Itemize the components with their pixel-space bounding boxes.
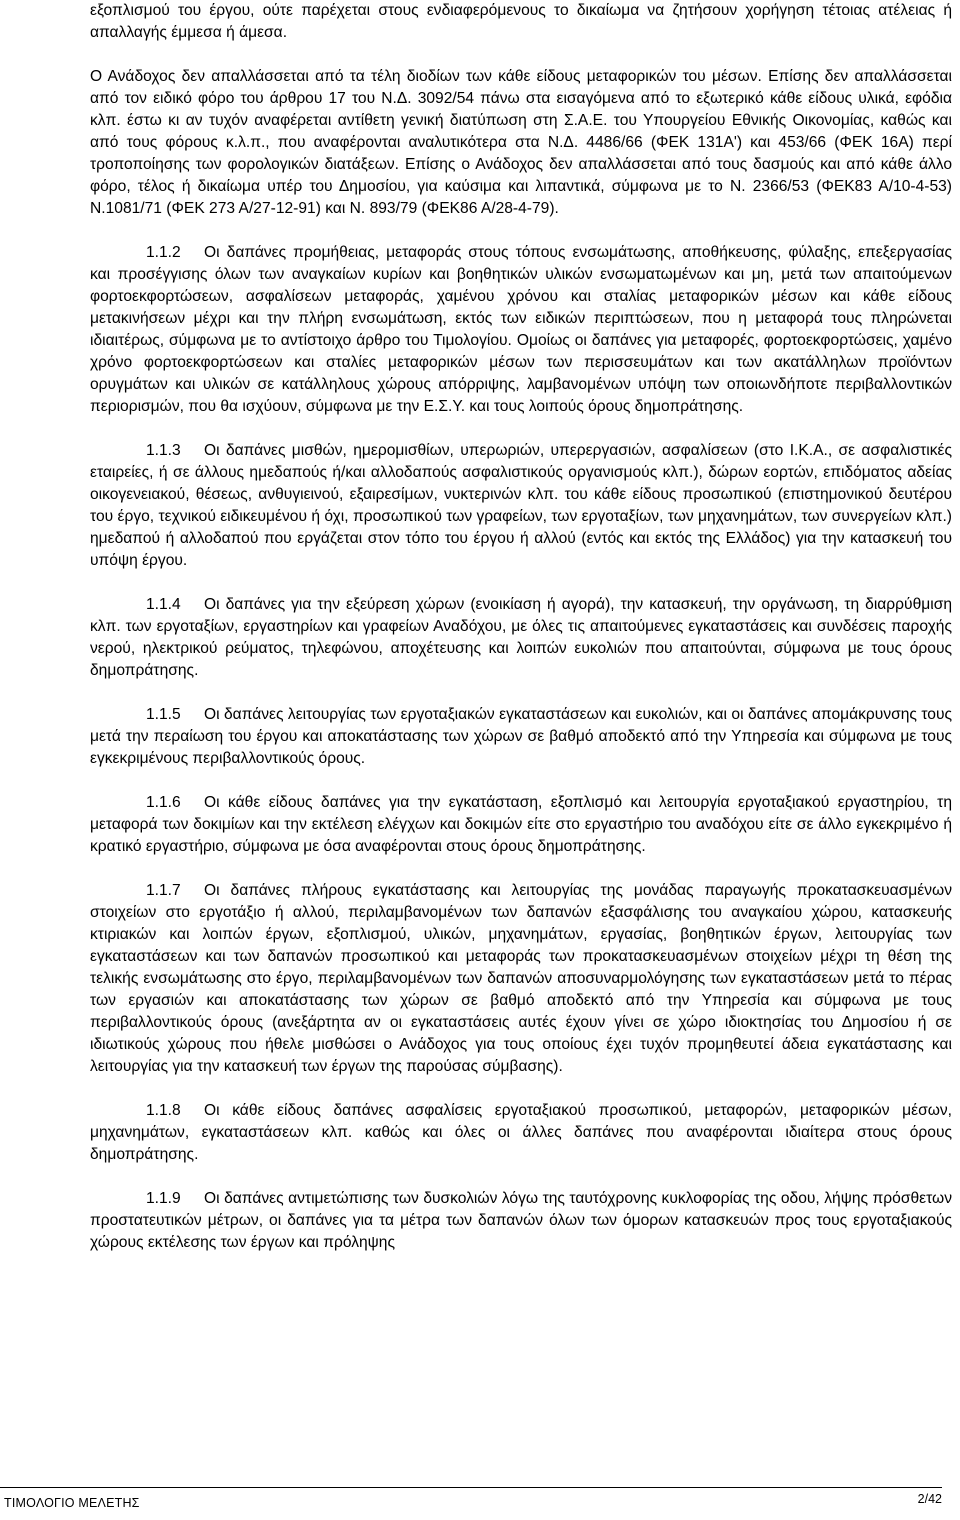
section-text: Οι δαπάνες προμήθειας, μεταφοράς στους τόπους ενσωμάτωσης, αποθήκευσης, φύλαξης, επεξεργασίας και προσέγγισης όλων των αναγκαίων κυρίων και βοηθητικών υλικών ενσωματωμένων και μη, μετά των απαιτούμενων φορτοεκφορτώσεων, ασφαλίσεων μεταφοράς, χαμένου χρόνου και σταλίας μεταφορικών μέσων και κάθε είδους μετακινήσεων μέχρι και την πλήρη ενσωμάτωση, εκτός των ειδικών περιπτώσεων, που η μεταφορά τους πληρώνεται ιδιαιτέρως, σύμφωνα με το αντίστοιχο άρθρο του Τιμολογίου. Ομοίως οι δαπάνες για μεταφορές, φορτοεκφορτώσεις, χαμένο χρόνο φορτοεκφορτώσεων και σταλίες μεταφορικών μέσων των περισσευμάτων και των ακατάλληλων προϊόντων ορυγμάτων και υλικών σε κατάλληλους χώρους απόρριψης, λαμβανομένων υπόψη των οποιωνδήποτε περιβαλλοντικών περιορισμών, που θα ισχύουν, σύμφωνα με την Ε.Σ.Υ. και τους λοιπούς όρους δημοπράτησης. (90, 244, 952, 415)
section-text: Οι κάθε είδους δαπάνες ασφαλίσεις εργοταξιακού προσωπικού, μεταφορών, μεταφορικών μέσων, μηχανημάτων, εγκαταστάσεων κλπ. καθώς και όλες οι άλλες δαπάνες που αναφέρονται ιδιαίτερα στους όρους δημοπράτησης. (90, 1102, 952, 1163)
section-number: 1.1.4 (146, 596, 181, 613)
section-paragraph (90, 1100, 952, 1166)
section-text: Οι δαπάνες αντιμετώπισης των δυσκολιών λόγω της ταυτόχρονης κυκλοφορίας της οδου, λήψης πρόσθετων προστατευτικών μέτρων, οι δαπάνες για τα μέτρα των δαπανών όλων των όμορων κατασκευών προς τους εργοταξιακούς χώρους εκτέλεσης των έργων και πρόληψης (90, 1190, 952, 1251)
footer-title: ΤΙΜΟΛΟΓΙΟ ΜΕΛΕΤΗΣ (4, 1496, 140, 1510)
section-text: Οι δαπάνες πλήρους εγκατάστασης και λειτουργίας της μονάδας παραγωγής προκατασκευασμένων στοιχείων στο εργοτάξιο ή αλλού, περιλαμβανομένων των δαπανών εξασφάλισης του αναγκαίου χώρου, κατασκευής κτιριακών και λοιπών έργων, εξοπλισμού, υλικών, μηχανημάτων, εργασίας, βοηθητικών έργων, λειτουργίας των εγκαταστάσεων και των δαπανών προσωπικού και μεταφοράς των προκατασκευασμένων στοιχείων μέχρι τη θέση της τελικής ενσωμάτωσης στο έργο, περιλαμβανομένων των δαπανών αποσυναρμολόγησης των εγκαταστάσεων μετά το πέρας των εργασιών και αποκατάστασης των χώρων σε βαθμό αποδεκτό από την Υπηρεσία και σύμφωνα με τους περιβαλλοντικούς όρους (ανεξάρτητα αν οι εγκαταστάσεις αυτές έχουν γίνει σε χώρο ιδιοκτησίας του Δημοσίου ή σε ιδιωτικούς χώρους που ήθελε μισθώσει ο Ανάδοχος για τους οποίους έχει τυχόν προμηθευτεί άδεια εγκατάστασης και λειτουργίας για την κατασκευή των έργων της παρούσας σύμβασης). (90, 882, 952, 1075)
section-paragraph (90, 704, 952, 770)
section-paragraph (90, 792, 952, 858)
section-paragraph (90, 594, 952, 682)
section-text: Οι δαπάνες μισθών, ημερομισθίων, υπερωριών, υπερεργασιών, ασφαλίσεων (στο Ι.Κ.Α., σε ασφαλιστικές εταιρείες, ή σε άλλους ημεδαπούς ή/και αλλοδαπούς ασφαλιστικούς οργανισμούς κλπ.), δώρων εορτών, επιδόματος αδείας οικογενειακού, θέσεως, ανθυγιεινού, εξαιρεσίμων, νυκτερινών κλπ. του κάθε είδους προσωπικού (επιστημονικού δευτέρου του έργο, τεχνικού ειδικευμένου ή όχι, προσωπικού των γραφείων, των εργοταξίων, των μηχανημάτων, των συνεργείων κλπ.) ημεδαπού ή αλλοδαπού που εργάζεται στον τόπο του έργου ή αλλού (εντός και εκτός της Ελλάδος) για την κατασκευή του υπόψη έργου. (90, 442, 952, 569)
section-paragraph (90, 880, 952, 1078)
section-number: 1.1.6 (146, 794, 181, 811)
section-paragraph (90, 242, 952, 418)
section-text: Οι δαπάνες λειτουργίας των εργοταξιακών εγκαταστάσεων και ευκολιών, και οι δαπάνες απομάκρυνσης τους μετά την περαίωση του έργου και αποκατάστασης των χώρων σε βαθμό αποδεκτό από την Υπηρεσία και σύμφωνα με τους εγκεκριμένους περιβαλλοντικούς όρους. (90, 706, 952, 767)
section-text: Οι δαπάνες για την εξεύρεση χώρων (ενοικίαση ή αγορά), την κατασκευή, την οργάνωση, τη διαρρύθμιση κλπ. των εργοταξίων, εργαστηρίων και γραφείων Αναδόχου, με όλες τις απαιτούμενες εγκαταστάσεις και συνδέσεις παροχής νερού, ηλεκτρικού ρεύματος, τηλεφώνου, αποχέτευσης και λοιπών ευκολιών που απαιτούνται, σύμφωνα με τους όρους δημοπράτησης. (90, 596, 952, 679)
section-number: 1.1.7 (146, 882, 181, 899)
section-number: 1.1.9 (146, 1190, 181, 1207)
footer-divider (0, 1487, 942, 1488)
section-text: Οι κάθε είδους δαπάνες για την εγκατάσταση, εξοπλισμό και λειτουργία εργοταξιακού εργαστηρίου, τη μεταφορά των δοκιμίων και την εκτέλεση ελέγχων και δοκιμών είτε στο εργαστήριο του αναδόχου είτε σε άλλο εγκεκριμένο ή κρατικό εργαστήριο, σύμφωνα με όσα αναφέρονται στους όρους δημοπράτησης. (90, 794, 952, 855)
section-number: 1.1.5 (146, 706, 181, 723)
section-number: 1.1.8 (146, 1102, 181, 1119)
intro-paragraph-1: εξοπλισμού του έργου, ούτε παρέχεται στους ενδιαφερόμενους το δικαίωμα να ζητήσουν χορήγηση τέτοιας ατέλειας ή απαλλαγής έμμεσα ή άμεσα. (90, 2, 952, 41)
document-body (90, 0, 952, 1254)
page-number: 2/42 (917, 1492, 942, 1506)
section-number: 1.1.3 (146, 442, 181, 459)
section-paragraph (90, 440, 952, 572)
intro-paragraph-2: Ο Ανάδοχος δεν απαλλάσσεται από τα τέλη διοδίων των κάθε είδους μεταφορικών του μέσων. Επίσης δεν απαλλάσσεται από τον ειδικό φόρο του άρθρου 17 του Ν.Δ. 3092/54 πάνω στα εισαγόμενα από το εξωτερικό κάθε είδους υλικά, εφόδια κλπ. έστω κι αν τυχόν αναφέρεται αντίθετη γενική διατύπωση στη Σ.Α.Ε. του Υπουργείου Εθνικής Οικονομίας, καθώς και από τους φόρους κ.λ.π., που αναφέρονται αναλυτικότερα στα Ν.Δ. 4486/66 (ΦΕΚ 131Α') και 453/66 (ΦΕΚ 16Α) περί τροποποίησης των φορολογικών διατάξεων. Επίσης ο Ανάδοχος δεν απαλλάσσεται από τους δασμούς και από κάθε άλλο φόρο, τέλος ή δικαίωμα υπέρ του Δημοσίου, για καύσιμα και λιπαντικά, σύμφωνα με το Ν. 2366/53 (ΦΕΚ83 Α/10-4-53) Ν.1081/71 (ΦΕΚ 273 Α/27-12-91) και Ν. 893/79 (ΦΕΚ86 Α/28-4-79). (90, 68, 952, 217)
page-footer (0, 1487, 942, 1519)
section-number: 1.1.2 (146, 244, 181, 261)
section-paragraph (90, 1188, 952, 1254)
